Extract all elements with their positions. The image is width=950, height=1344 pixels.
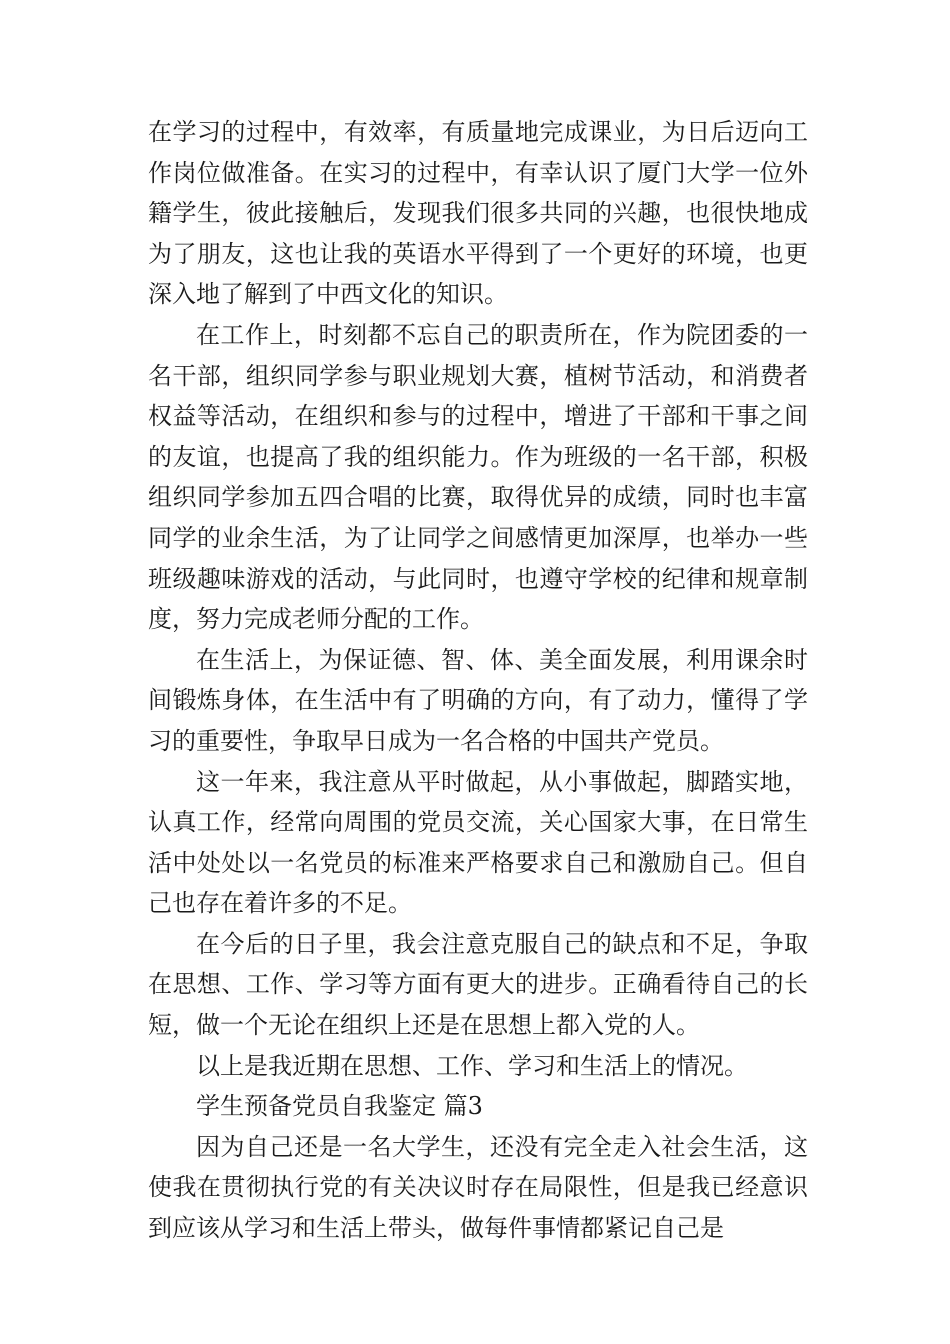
paragraph-continued: 在学习的过程中，有效率，有质量地完成课业，为日后迈向工作岗位做准备。在实习的过程中，有幸认识了厦门大学一位外籍学生，彼此接触后，发现我们很多共同的兴趣，也很快地成为了朋友，这也让我的英语水平得到了一个更好的环境，也更深入地了解到了中西文化的知识。 bbox=[148, 118, 808, 309]
paragraph-year-review: 这一年来，我注意从平时做起，从小事做起，脚踏实地，认真工作，经常向周围的党员交流，关心国家大事，在日常生活中处处以一名党员的标准来严格要求自己和激励自己。但自己也存在着许多的不足。 bbox=[148, 767, 808, 918]
section-heading: 学生预备党员自我鉴定 篇3 bbox=[196, 1092, 483, 1121]
paragraph-section3-intro: 因为自己还是一名大学生，还没有完全走入社会生活，这使我在贯彻执行党的有关决议时存在局限性，但是我已经意识到应该从学习和生活上带头，做每件事情都紧记自己是 bbox=[148, 1132, 808, 1243]
paragraph-summary: 以上是我近期在思想、工作、学习和生活上的情况。 bbox=[196, 1051, 748, 1080]
paragraph-future: 在今后的日子里，我会注意克服自己的缺点和不足，争取在思想、工作、学习等方面有更大的进步。正确看待自己的长短，做一个无论在组织上还是在思想上都入党的人。 bbox=[148, 929, 808, 1040]
document-body bbox=[148, 112, 808, 1249]
paragraph-work: 在工作上，时刻都不忘自己的职责所在，作为院团委的一名干部，组织同学参与职业规划大赛，植树节活动，和消费者权益等活动，在组织和参与的过程中，增进了干部和干事之间的友谊，也提高了我的组织能力。作为班级的一名干部，积极组织同学参加五四合唱的比赛，取得优异的成绩，同时也丰富同学的业余生活，为了让同学之间感情更加深厚，也举办一些班级趣味游戏的活动，与此同时，也遵守学校的纪律和规章制度，努力完成老师分配的工作。 bbox=[148, 320, 808, 634]
paragraph-life: 在生活上，为保证德、智、体、美全面发展，利用课余时间锻炼身体，在生活中有了明确的方向，有了动力，懂得了学习的重要性，争取早日成为一名合格的中国共产党员。 bbox=[148, 645, 808, 755]
